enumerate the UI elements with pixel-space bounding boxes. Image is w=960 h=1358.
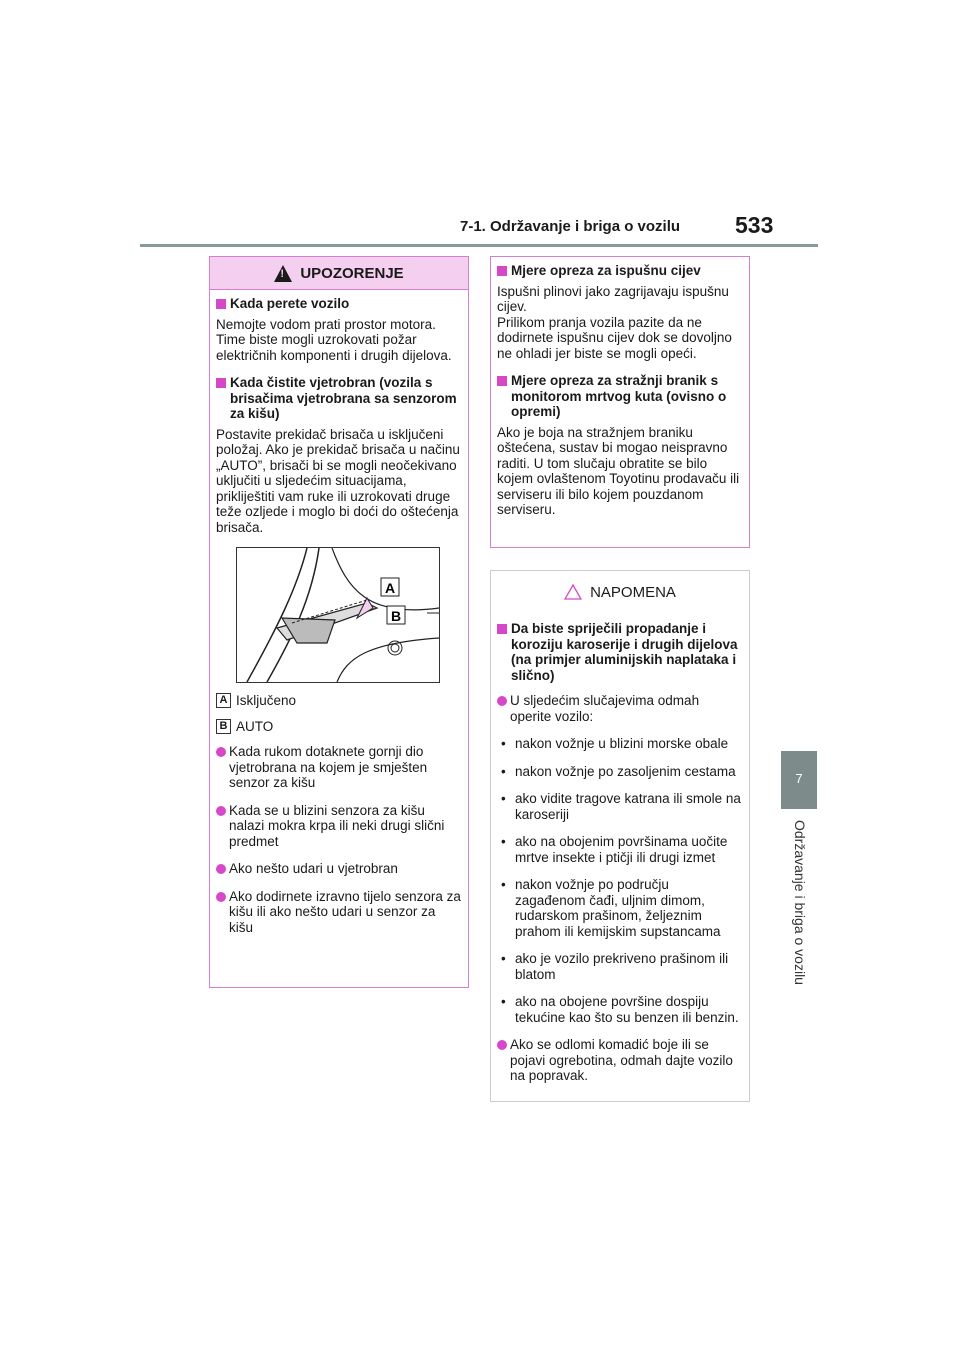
square-bullet-icon (497, 624, 507, 634)
label-key-b: B (216, 719, 231, 734)
small-dot-icon: • (501, 994, 506, 1009)
circle-bullet-icon (216, 892, 226, 902)
figure-label-a: A (385, 580, 396, 596)
list-item: Kada rukom dotaknete gornji dio vjetrobrana na kojem je smješten senzor za kišu (216, 744, 462, 791)
warning-box (209, 256, 469, 988)
note-content (491, 621, 749, 1084)
circle-bullet-icon (497, 696, 507, 706)
wiper-switch-illustration (237, 548, 439, 682)
list-item: Ako se odlomi komadić boje ili se pojavi ogrebotina, odmah dajte vozilo na popravak. (497, 1037, 743, 1084)
sub-list-item: • nakon vožnje u blizini morske obale (501, 736, 729, 751)
square-bullet-icon (497, 376, 507, 386)
sub-list-item: • nakon vožnje po zasoljenim cestama (501, 763, 736, 779)
circle-bullet-icon (216, 747, 226, 757)
wiper-switch-figure (236, 547, 440, 683)
exhaust-content (491, 257, 749, 518)
chapter-tab-label (774, 820, 824, 1020)
circle-bullet-icon (216, 806, 226, 816)
note-header (491, 577, 749, 607)
page-number: 533 (735, 212, 774, 238)
bumper-heading: Mjere opreza za stražnji branik s monitorom mrtvog kuta (ovisno o opremi) (497, 373, 743, 420)
circle-bullet-icon (497, 1040, 507, 1050)
sub-list-item: • ako na obojenim površinama uočite mrtve insekte i ptičji ili drugi izmet (501, 834, 728, 865)
sub-list-item: • ako na obojene površine dospiju tekućine kao što su benzen ili benzin. (501, 994, 739, 1025)
exhaust-heading: Mjere opreza za ispušnu cijev (497, 263, 743, 279)
small-dot-icon: • (501, 763, 506, 779)
small-dot-icon: • (501, 877, 506, 892)
note-heading: Da biste spriječili propadanje i koroziju karoserije i drugih dijelova (na primjer aluminijskih naplataka i slično) (497, 621, 743, 683)
warning-title: UPOZORENJE (300, 264, 404, 282)
warning-header (210, 257, 468, 290)
small-dot-icon: • (501, 951, 506, 966)
warning-text-wash: Nemojte vodom prati prostor motora. Time biste mogli uzrokovati požar električnih komponenti i drugih dijelova. (216, 316, 452, 363)
label-text-a: Isključeno (236, 693, 297, 708)
figure-label-b: B (391, 608, 402, 624)
warning-heading-wash: Kada perete vozilo (216, 296, 462, 312)
note-title: NAPOMENA (590, 583, 676, 601)
list-item: Ako nešto udari u vjetrobran (216, 861, 462, 877)
note-box (490, 570, 750, 1102)
sub-list-item: • ako je vozilo prekriveno prašinom ili blatom (501, 951, 729, 982)
label-row-b (216, 719, 462, 735)
section-title: 7-1. Održavanje i briga o vozilu (460, 218, 681, 235)
list-item: Kada se u blizini senzora za kišu nalazi mokra krpa ili neki drugi slični predmet (216, 803, 462, 850)
label-text-b: AUTO (236, 718, 274, 734)
exhaust-warning-box (490, 256, 750, 548)
list-item: U sljedećim slučajevima odmah operite vozilo: (497, 693, 743, 724)
label-row-a (216, 693, 462, 709)
small-dot-icon: • (501, 736, 506, 751)
small-dot-icon: • (501, 834, 506, 849)
square-bullet-icon (216, 378, 226, 388)
small-dot-icon: • (501, 791, 506, 806)
header-divider (140, 244, 818, 247)
caution-outline-icon (564, 584, 582, 600)
exhaust-text-1: Ispušni plinovi jako zagrijavaju ispušnu cijev. (497, 283, 729, 314)
chapter-tab-number: 7 (781, 751, 817, 809)
label-key-a: A (216, 693, 231, 708)
square-bullet-icon (216, 299, 226, 309)
warning-text-windshield: Postavite prekidač brisača u isključeni položaj. Ako je prekidač brisača u načinu „AUTO”, brisači bi se mogli neočekivano uključiti u sljedećim situacijama, prikliještiti vam ruke ili uzrokovati druge teže ozljede i moglo bi doći do oštećenja brisača. (216, 426, 460, 535)
square-bullet-icon (497, 266, 507, 276)
warning-heading-windshield: Kada čistite vjetrobran (vozila s brisačima vjetrobrana sa senzorom za kišu) (216, 375, 462, 422)
sub-list-item: • ako vidite tragove katrana ili smole na karoseriji (501, 791, 741, 822)
warning-triangle-icon (274, 265, 292, 282)
circle-bullet-icon (216, 864, 226, 874)
exhaust-text-2: Prilikom pranja vozila pazite da ne dodirnete ispušnu cijev dok se dovoljno ne ohladi jer biste se mogli opeći. (497, 314, 732, 361)
warning-content (210, 290, 468, 935)
bumper-text: Ako je boja na stražnjem braniku oštećena, sustav bi mogao neispravno raditi. U tom slučaju obratite se bilo kojem ovlaštenom Toyotinu prodavaču ili serviseru ili bilo kojem pouzdanom serviseru. (497, 424, 740, 517)
list-item: Ako dodirnete izravno tijelo senzora za kišu ili ako nešto udari u senzor za kišu (216, 889, 462, 936)
chapter-tab-label-text: Održavanje i briga o vozilu (792, 820, 808, 985)
sub-list-item: • nakon vožnje po području zagađenom čađi, uljnim dimom, rudarskom prašinom, željeznim prahom ili kemijskim supstancama (501, 877, 721, 939)
